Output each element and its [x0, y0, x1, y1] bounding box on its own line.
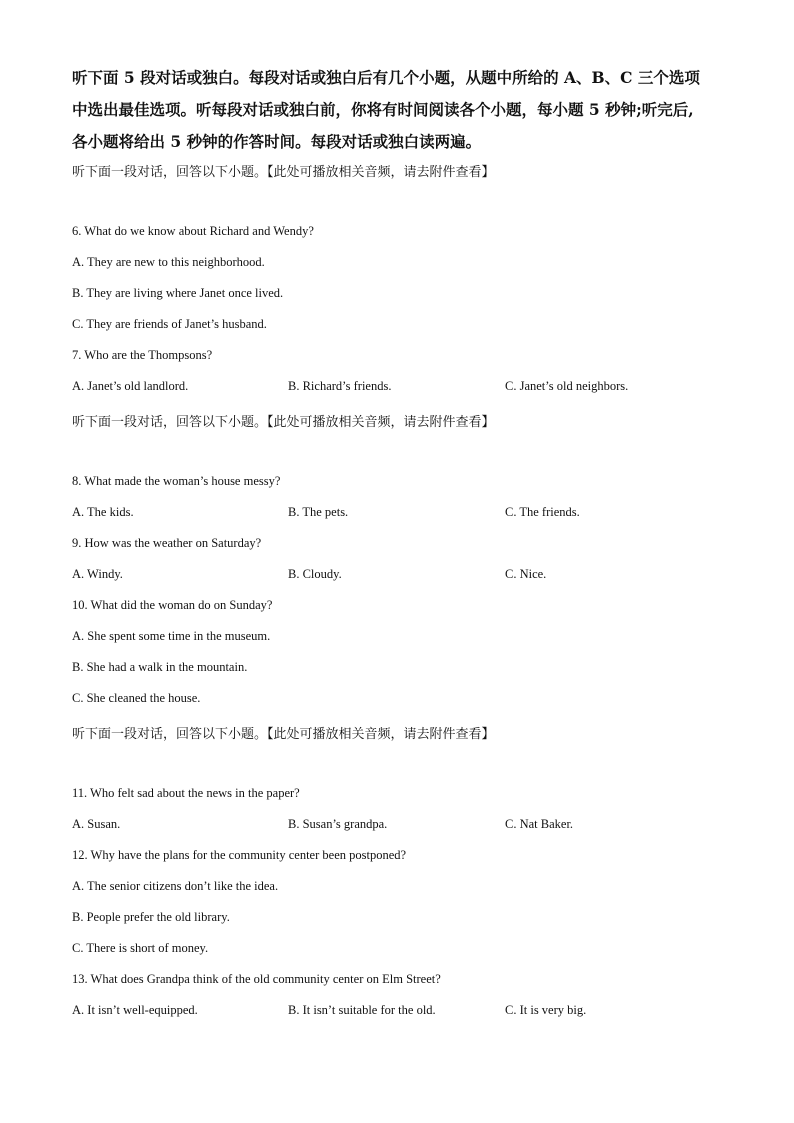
option-10c: C. She cleaned the house. [72, 691, 201, 705]
option-12a: A. The senior citizens don’t like the idea. [72, 879, 279, 893]
question-6: 6. What do we know about Richard and Wendy? [72, 224, 314, 238]
option-13c: C. It is very big. [505, 1003, 587, 1017]
option-7a: A. Janet’s old landlord. [72, 379, 189, 393]
option-6a: A. They are new to this neighborhood. [72, 255, 265, 269]
instructions-line-3: 各小题将给出 5 秒钟的作答时间。每段对话或独白读两遍。 [72, 132, 482, 151]
question-10: 10. What did the woman do on Sunday? [72, 598, 273, 612]
question-9: 9. How was the weather on Saturday? [72, 536, 262, 550]
option-8b: B. The pets. [288, 505, 349, 519]
option-6c: C. They are friends of Janet’s husband. [72, 317, 267, 331]
audio-note-2: 听下面一段对话，回答以下小题。【此处可播放相关音频，请去附件查看】 [72, 415, 495, 430]
option-12b: B. People prefer the old library. [72, 910, 230, 924]
question-7: 7. Who are the Thompsons? [72, 348, 213, 362]
instructions-line-1: 听下面 5 段对话或独白。每段对话或独白后有几个小题，从题中所给的 A、B、C 三个选项 [72, 68, 700, 87]
option-9c: C. Nice. [505, 567, 547, 581]
section-instructions [72, 62, 732, 158]
option-12c: C. There is short of money. [72, 941, 209, 955]
option-13b: B. It isn’t suitable for the old. [288, 1003, 436, 1017]
question-11: 11. Who felt sad about the news in the paper? [72, 786, 300, 800]
question-12: 12. Why have the plans for the community center been postponed? [72, 848, 407, 862]
option-8c: C. The friends. [505, 505, 580, 519]
instructions-line-2: 中选出最佳选项。听每段对话或独白前，你将有时间阅读各个小题，每小题 5 秒钟;听完后, [72, 100, 694, 119]
option-13a: A. It isn’t well-equipped. [72, 1003, 198, 1017]
option-7c: C. Janet’s old neighbors. [505, 379, 629, 393]
option-11c: C. Nat Baker. [505, 817, 574, 831]
question-13: 13. What does Grandpa think of the old community center on Elm Street? [72, 972, 441, 986]
option-7b: B. Richard’s friends. [288, 379, 392, 393]
option-9a: A. Windy. [72, 567, 123, 581]
option-11a: A. Susan. [72, 817, 121, 831]
option-9b: B. Cloudy. [288, 567, 342, 581]
option-8a: A. The kids. [72, 505, 134, 519]
option-6b: B. They are living where Janet once lived. [72, 286, 284, 300]
option-11b: B. Susan’s grandpa. [288, 817, 388, 831]
audio-note-1: 听下面一段对话，回答以下小题。【此处可播放相关音频，请去附件查看】 [72, 165, 495, 180]
question-8: 8. What made the woman’s house messy? [72, 474, 281, 488]
audio-note-3: 听下面一段对话，回答以下小题。【此处可播放相关音频，请去附件查看】 [72, 727, 495, 742]
option-10b: B. She had a walk in the mountain. [72, 660, 248, 674]
option-10a: A. She spent some time in the museum. [72, 629, 271, 643]
